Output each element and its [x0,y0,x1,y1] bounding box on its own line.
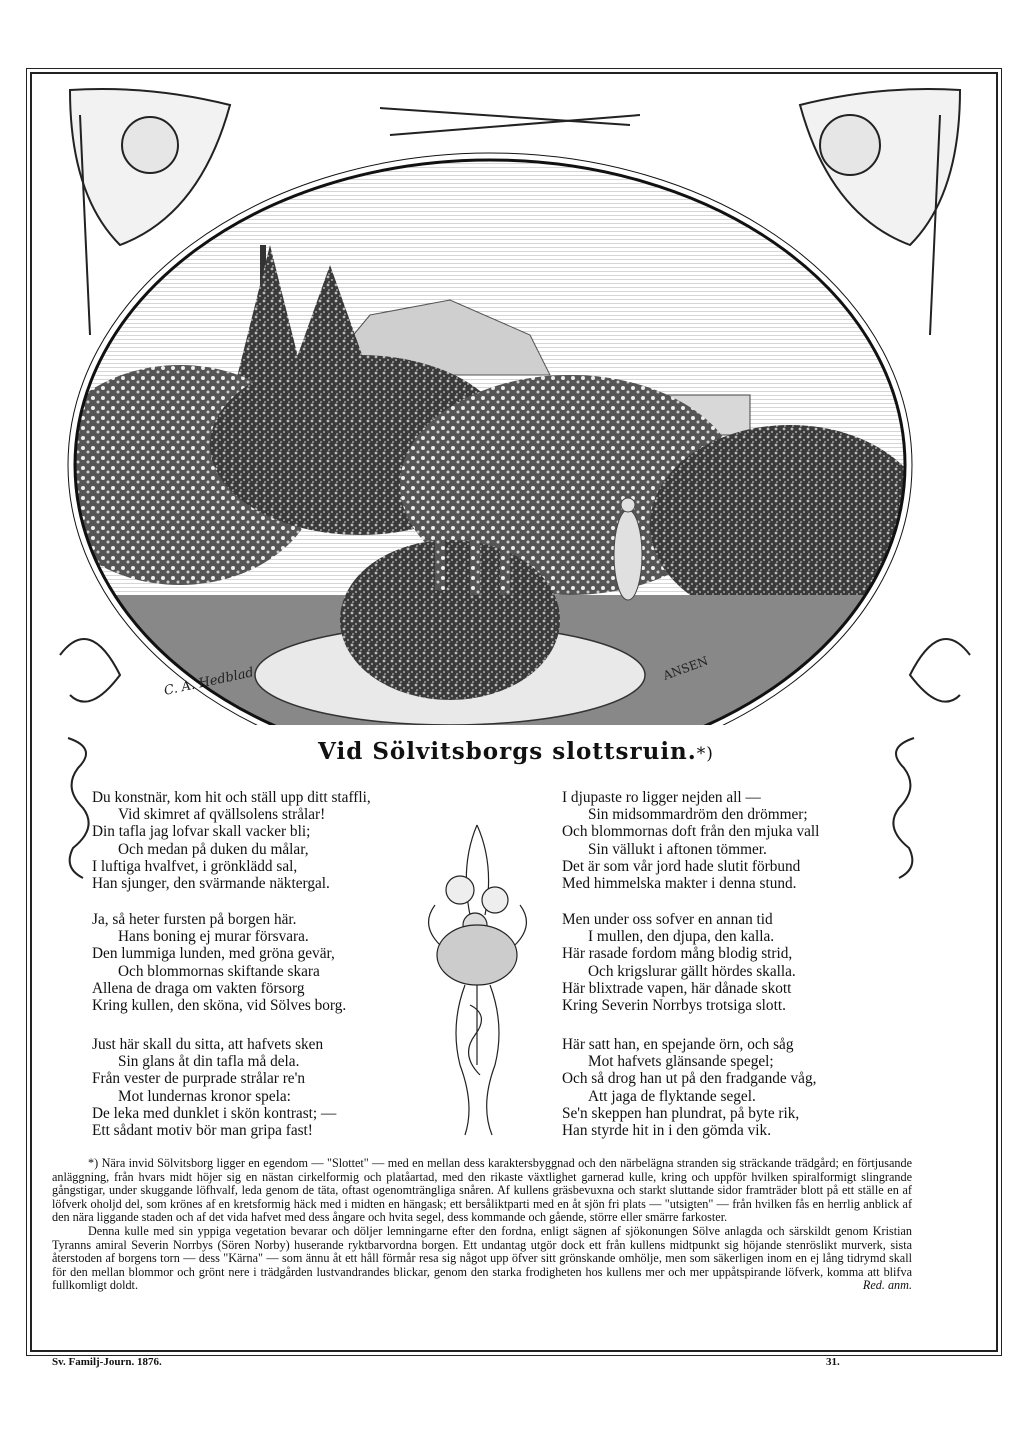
verse-line: Med himmelska makter i denna stund. [562,875,797,893]
verse-line: Mot hafvets glänsande spegel; [588,1053,774,1071]
journal-name: Sv. Familj-Journ. 1876. [52,1356,162,1368]
engraver-signature-left: C. A. Hedblad [162,665,256,699]
verse-line: Men under oss sofver en annan tid [562,911,773,928]
verse-line: I djupaste ro ligger nejden all — [562,789,761,806]
right-stanza-1 [562,789,819,892]
verse-line: Ja, så heter fursten på borgen här. [92,911,297,928]
verse-line: Här rasade fordom mång blodig strid, [562,945,793,963]
verse-line: Sin midsommardröm den drömmer; [588,806,808,824]
left-stanza-2 [92,911,346,1014]
footnote-paragraph-2 [52,1225,912,1293]
right-stanza-3 [562,1036,816,1139]
verse-line: Just här skall du sitta, att hafvets sken [92,1036,324,1053]
verse-line: Och så drog han ut på den fradgande våg, [562,1070,817,1088]
verse-line: I mullen, den djupa, den kalla. [588,928,775,946]
verse-line: Mot lundernas kronor spela: [118,1087,291,1105]
verse-line: Allena de draga om vakten försorg [92,979,305,997]
verse-line: Hans boning ej murar försvara. [118,928,309,946]
verse-line: Kring Severin Norrbys trotsiga slott. [562,997,786,1015]
verse-line: Sin vällukt i aftonen tömmer. [588,840,767,858]
verse-line: Han sjunger, den svärmande näktergal. [92,875,330,893]
flower-bouquet-ornament [420,805,535,1140]
footnote-marker: *) [696,744,714,764]
engraver-signature-right: ANSEN [661,653,710,683]
engraving-illustration [30,75,1000,725]
verse-line: Se'n skeppen han plundrat, på byte rik, [562,1104,800,1122]
footnote-paragraph-2-text: Denna kulle med sin yppiga vegetation bevarar och döljer lemningarne efter den fordna, enligt sägnen af sjökonungen Sölve anlagda och särskildt genom Kristian Tyranns amiral Severin Norrbys (Sören Norby) huserande ryktbarvordna borgen. Ett undantag utgör dock ett från kullens midtpunkt sig höjande stenröslikt murverk, sista återstoden af borgens torn — dess "Kärna" — som ännu åt ett håll förmår resa sig något upp öfver sitt grönskande omhölje, men som säkerligen inom en ej lång tidrymd skall för den mellan blommor och grönt nere i trädgården lustvandrandes blickar, genom den starka frodigheten hos kullens mer och mer uppåtspirande löfverk, komma att blifva fullkomligt doldt. [52,1223,912,1293]
verse-line: Kring kullen, den sköna, vid Sölves borg. [92,997,347,1015]
verse-line: Vid skimret af qvällsolens strålar! [118,806,326,824]
verse-line: Och krigslurar gällt hördes skalla. [588,962,796,980]
verse-line: Att jaga de flyktande segel. [588,1087,756,1105]
poem-title [0,738,1032,765]
verse-line: Och blommornas skiftande skara [118,962,320,980]
page-footer [30,1355,1000,1369]
verse-line: Den lummiga lunden, med gröna gevär, [92,945,335,963]
verse-line: Det är som vår jord hade slutit förbund [562,857,801,875]
verse-line: Från vester de purprade strålar re'n [92,1070,305,1088]
verse-line: Och medan på duken du målar, [118,840,309,858]
verse-line: I luftiga hvalfvet, i grönklädd sal, [92,857,298,875]
editorial-footnote [52,1157,912,1293]
verse-line: Du konstnär, kom hit och ställ upp ditt staffli, [92,789,371,806]
verse-line: De leka med dunklet i skön kontrast; — [92,1104,337,1122]
verse-line: Ett sådant motiv bör man gripa fast! [92,1122,313,1140]
verse-line: Här satt han, en spejande örn, och såg [562,1036,794,1053]
verse-line: Han styrde hit in i den gömda vik. [562,1122,772,1140]
verse-line: Här blixtrade vapen, här dånade skott [562,979,792,997]
editor-signature: Red. anm. [862,1278,912,1293]
poem-title-text: Vid Sölvitsborgs slottsruin. [318,738,697,765]
verse-line: Din tafla jag lofvar skall vacker bli; [92,823,311,841]
page-number: 31. [826,1356,840,1368]
verse-line: Och blommornas doft från den mjuka vall [562,823,820,841]
footnote-paragraph-1: *) Nära invid Sölvitsborg ligger en egendom — "Slottet" — med en mellan dess karaktersbyggnad och den närbelägna stranden sig sträckande trädgård; en förtjusande anläggning, från hvars midt höjer sig en nästan cirkelformig och platåartad, med den rikaste växtlighet garnerad kulle, kring och uppför hvilken spiralformigt slingrande gångstigar, under skuggande löfhvalf, leda genom de täta, oftast ogenomträngliga snåren. Af kullens gräsbevuxna och starkt sluttande sidor framträder blott på ett ställe en af löfverk oholjd del, som krönes af en kretsformig häck med i midten en hängask; ett bersåliktparti med en åt sjön fri plats — "utsigten" — från hvilken fås en herrlig anblick af den nära liggande staden och af det vida hafvet med dess ångare och hvita segel, dess kommande och gående, större eller smärre farkoster. [52,1156,912,1225]
left-stanza-3 [92,1036,336,1139]
left-stanza-1 [92,789,371,892]
right-stanza-2 [562,911,796,1014]
verse-line: Sin glans åt din tafla må dela. [118,1053,300,1071]
